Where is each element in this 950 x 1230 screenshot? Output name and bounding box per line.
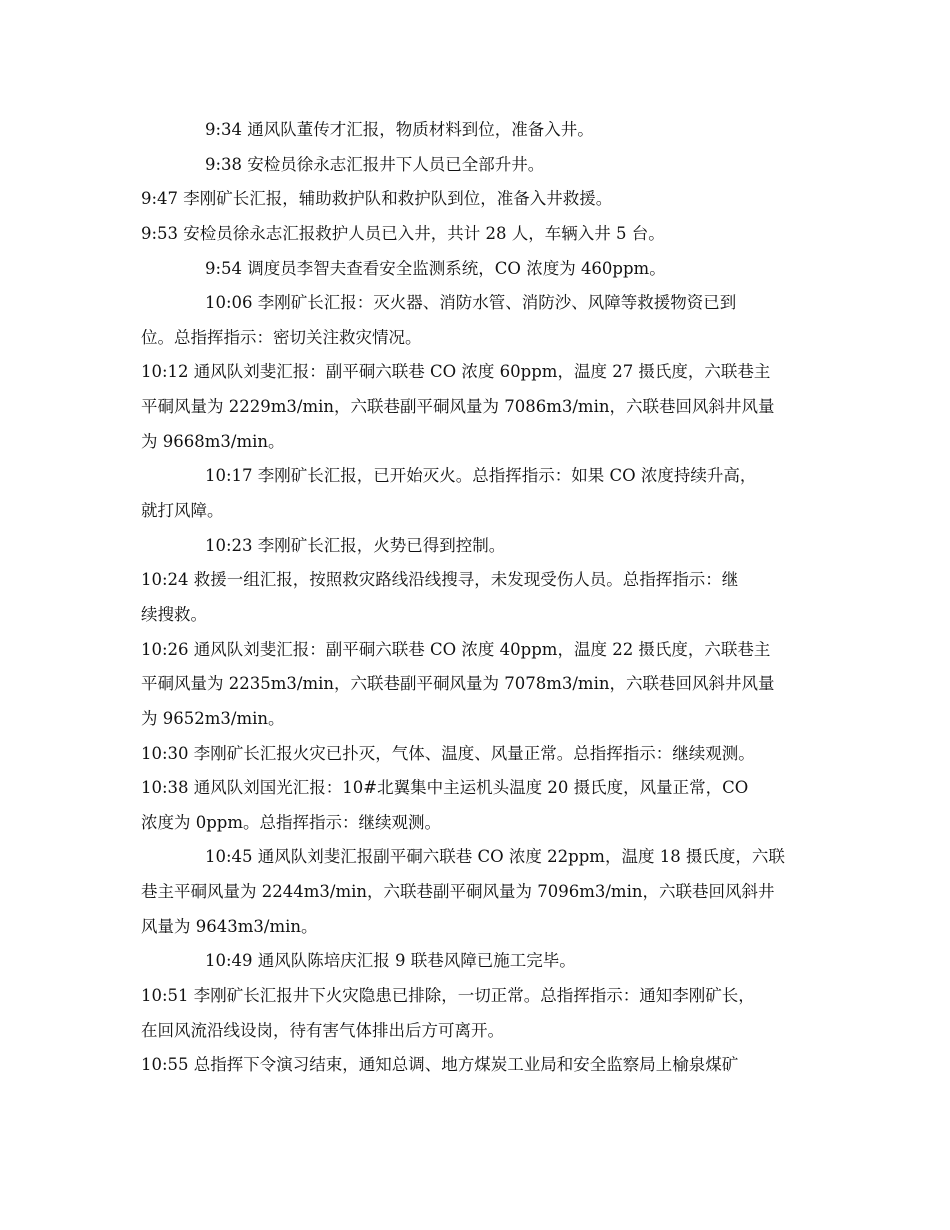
paragraph <box>141 113 816 148</box>
paragraph <box>141 840 816 944</box>
text-line: 10:51 李刚矿长汇报井下火灾隐患已排除，一切正常。总指挥指示：通知李刚矿长， <box>141 986 755 1006</box>
text-line: 10:17 李刚矿长汇报，已开始灭火。总指挥指示：如果 CO 浓度持续升高， <box>205 466 757 486</box>
text-line: 9:38 安检员徐永志汇报井下人员已全部升井。 <box>205 154 545 174</box>
text-line: 就打风障。 <box>141 501 224 521</box>
text-line: 浓度为 0ppm。总指挥指示：继续观测。 <box>141 812 442 832</box>
paragraph <box>141 944 816 979</box>
text-line: 10:55 总指挥下令演习结束，通知总调、地方煤炭工业局和安全监察局上榆泉煤矿 <box>141 1055 739 1075</box>
text-line: 10:30 李刚矿长汇报火灾已扑灭，气体、温度、风量正常。总指挥指示：继续观测。 <box>141 743 755 763</box>
paragraph <box>141 148 816 183</box>
paragraph <box>141 979 816 1048</box>
paragraph <box>141 217 816 252</box>
paragraph <box>141 771 816 840</box>
text-line: 平硐风量为 2235m3/min，六联巷副平硐风量为 7078m3/min，六联巷回风斜井风量 <box>141 674 775 694</box>
text-line: 为 9652m3/min。 <box>141 708 285 728</box>
text-line: 10:24 救援一组汇报，按照救灾路线沿线搜寻，未发现受伤人员。总指挥指示：继 <box>141 570 739 590</box>
document-page <box>141 113 816 1083</box>
text-line: 10:49 通风队陈培庆汇报 9 联巷风障已施工完毕。 <box>205 951 576 971</box>
text-line: 10:38 通风队刘国光汇报：10#北翼集中主运机头温度 20 摄氏度，风量正常，CO <box>141 778 749 798</box>
text-line: 10:06 李刚矿长汇报：灭火器、消防水管、消防沙、风障等救援物资已到 <box>205 293 737 313</box>
paragraph <box>141 459 816 528</box>
text-line: 续搜救。 <box>141 604 207 624</box>
paragraph <box>141 563 816 632</box>
paragraph <box>141 633 816 737</box>
text-line: 9:53 安检员徐永志汇报救护人员已入井，共计 28 人，车辆入井 5 台。 <box>141 223 665 243</box>
text-line: 为 9668m3/min。 <box>141 431 285 451</box>
text-line: 9:34 通风队董传才汇报，物质材料到位，准备入井。 <box>205 120 594 139</box>
paragraph <box>141 252 816 287</box>
paragraph <box>141 529 816 564</box>
text-line: 10:23 李刚矿长汇报，火势已得到控制。 <box>205 535 506 555</box>
text-line: 位。总指挥指示：密切关注救灾情况。 <box>141 327 422 347</box>
paragraph <box>141 182 816 217</box>
paragraph <box>141 737 816 772</box>
paragraph <box>141 1048 816 1083</box>
text-line: 风量为 9643m3/min。 <box>141 916 318 936</box>
text-line: 在回风流沿线设岗，待有害气体排出后方可离开。 <box>141 1020 504 1040</box>
paragraph <box>141 286 816 355</box>
text-line: 10:12 通风队刘斐汇报：副平硐六联巷 CO 浓度 60ppm，温度 27 摄氏度，六联巷主 <box>141 362 771 382</box>
text-line: 巷主平硐风量为 2244m3/min，六联巷副平硐风量为 7096m3/min，六联巷回风斜井 <box>141 882 775 902</box>
text-line: 9:47 李刚矿长汇报，辅助救护队和救护队到位，准备入井救援。 <box>141 189 613 209</box>
text-line: 平硐风量为 2229m3/min，六联巷副平硐风量为 7086m3/min，六联巷回风斜井风量 <box>141 397 775 417</box>
text-line: 10:26 通风队刘斐汇报：副平硐六联巷 CO 浓度 40ppm，温度 22 摄氏度，六联巷主 <box>141 639 771 659</box>
paragraph <box>141 355 816 459</box>
text-line: 9:54 调度员李智夫查看安全监测系统，CO 浓度为 460ppm。 <box>205 258 666 278</box>
text-line: 10:45 通风队刘斐汇报副平硐六联巷 CO 浓度 22ppm，温度 18 摄氏度，六联 <box>205 847 785 867</box>
